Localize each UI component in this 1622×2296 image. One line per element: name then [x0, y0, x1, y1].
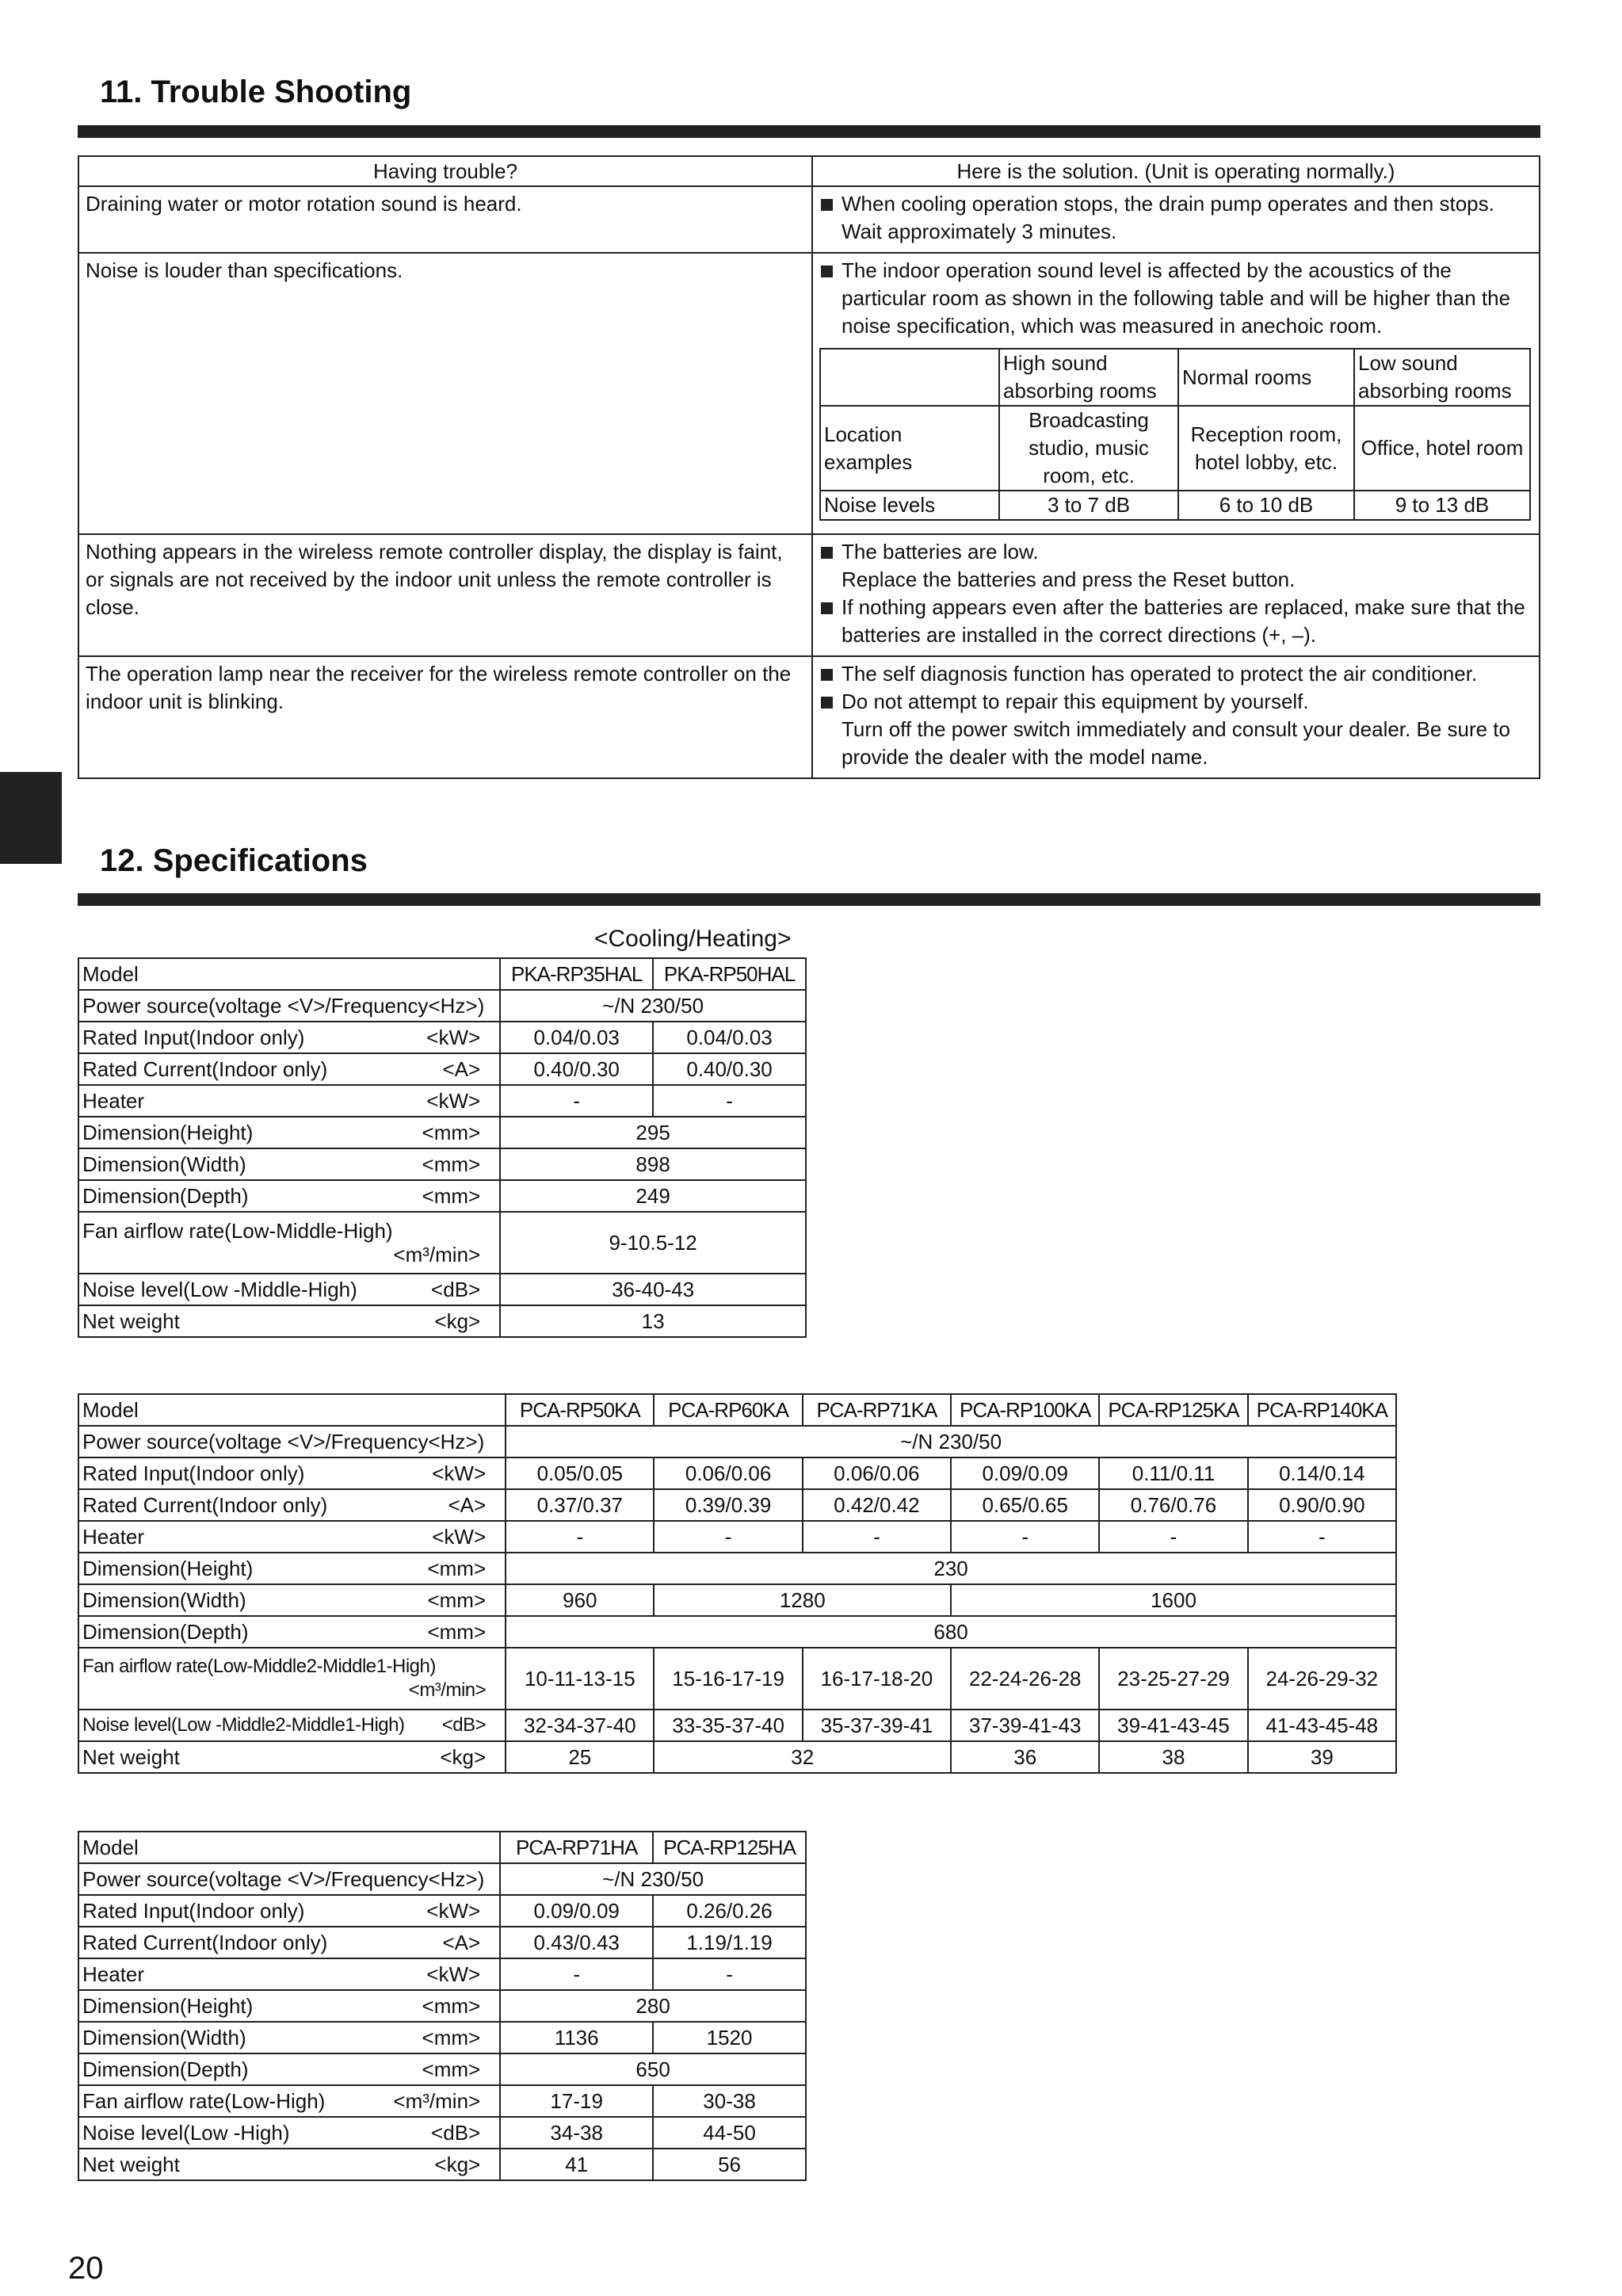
value-cell: 0.04/0.03 — [653, 1022, 806, 1053]
table-row — [78, 1489, 1396, 1521]
value-cell: 0.06/0.06 — [803, 1457, 951, 1489]
solution-cell — [812, 534, 1540, 656]
value-cell: 0.39/0.39 — [654, 1489, 802, 1521]
noise-header: High sound absorbing rooms — [999, 349, 1178, 406]
table-row — [78, 1895, 806, 1927]
spec-table-pka — [78, 957, 807, 1338]
table-header-row — [78, 156, 1540, 186]
unit-label: <mm> — [427, 1557, 487, 1580]
unit-label: <kW> — [426, 1026, 481, 1049]
unit-label: <dB> — [431, 1278, 481, 1301]
table-row — [78, 1053, 806, 1085]
table-row — [78, 1648, 1396, 1710]
value-cell: 9-10.5-12 — [500, 1212, 806, 1274]
noise-cell: 6 to 10 dB — [1178, 491, 1354, 520]
model-name: PCA-RP125HA — [653, 1832, 806, 1863]
value-cell: 0.09/0.09 — [500, 1895, 653, 1927]
trouble-cell: Nothing appears in the wireless remote controller display, the display is faint, or signals are not received by the indoor unit unless the remote controller is close. — [78, 534, 812, 656]
unit-label: <kW> — [432, 1461, 487, 1485]
row-label: Dimension(Depth) — [82, 1620, 249, 1644]
row-label: Rated Input(Indoor only) — [82, 1026, 305, 1049]
unit-label: <kg> — [440, 1745, 487, 1769]
table-row — [78, 1457, 1396, 1489]
table-row — [78, 1710, 1396, 1741]
row-label: Fan airflow rate(Low-High) — [82, 2089, 326, 2113]
value-cell: 36-40-43 — [500, 1274, 806, 1305]
value-cell: 32-34-37-40 — [506, 1710, 654, 1741]
row-label: Dimension(Width) — [82, 1588, 246, 1612]
unit-label: <m³/min> — [393, 1243, 481, 1266]
spec-table-pca-ha — [78, 1831, 807, 2181]
unit-label: <mm> — [422, 1184, 481, 1208]
table-row — [78, 2022, 806, 2053]
value-cell: 16-17-18-20 — [803, 1648, 951, 1710]
value-cell: - — [803, 1521, 951, 1553]
value-cell: 32 — [654, 1741, 951, 1773]
trouble-shooting-table — [78, 155, 1540, 779]
noise-row-label: Location examples — [820, 406, 999, 491]
solution-text: Do not attempt to repair this equipment by yourself. — [842, 690, 1309, 713]
model-name: PKA-RP35HAL — [500, 958, 653, 990]
value-cell: 30-38 — [653, 2085, 806, 2117]
table-row — [78, 1212, 806, 1274]
solution-text: Replace the batteries and press the Reset button. — [842, 567, 1296, 591]
row-label: Model — [78, 1394, 506, 1426]
value-cell: 34-38 — [500, 2117, 653, 2149]
noise-cell: Office, hotel room — [1354, 406, 1530, 491]
row-label: Rated Current(Indoor only) — [82, 1493, 328, 1517]
row-label: Power source(voltage <V>/Frequency<Hz>) — [78, 990, 500, 1022]
room-noise-table — [819, 348, 1531, 521]
value-cell: 24-26-29-32 — [1248, 1648, 1396, 1710]
value-cell: 0.76/0.76 — [1099, 1489, 1247, 1521]
table-row — [78, 1274, 806, 1305]
value-cell: 0.43/0.43 — [500, 1927, 653, 1958]
unit-label: <dB> — [431, 2121, 481, 2145]
value-cell: 0.37/0.37 — [506, 1489, 654, 1521]
table-row — [78, 1394, 1396, 1426]
table-row — [78, 958, 806, 990]
solution-cell — [812, 186, 1540, 253]
value-cell: - — [654, 1521, 802, 1553]
value-cell: 41 — [500, 2149, 653, 2180]
value-cell: - — [1099, 1521, 1247, 1553]
model-name: PCA-RP71HA — [500, 1832, 653, 1863]
value-cell: 10-11-13-15 — [506, 1648, 654, 1710]
trouble-cell: Draining water or motor rotation sound is heard. — [78, 186, 812, 253]
row-label: Fan airflow rate(Low-Middle-High) — [82, 1219, 393, 1243]
page-number: 20 — [68, 2251, 104, 2286]
unit-label: <A> — [442, 1931, 481, 1954]
value-cell: 23-25-27-29 — [1099, 1648, 1247, 1710]
noise-header: Low sound absorbing rooms — [1354, 349, 1530, 406]
value-cell: 41-43-45-48 — [1248, 1710, 1396, 1741]
table-row — [78, 2149, 806, 2180]
model-name: PCA-RP71KA — [803, 1394, 951, 1426]
unit-label: <kg> — [434, 2153, 481, 2176]
unit-label: <m³/min> — [393, 2089, 481, 2113]
table-row — [78, 1584, 1396, 1616]
value-cell: 0.04/0.03 — [500, 1022, 653, 1053]
value-cell: - — [1248, 1521, 1396, 1553]
row-label: Heater — [82, 1525, 145, 1549]
value-cell: 1.19/1.19 — [653, 1927, 806, 1958]
table-row — [78, 1148, 806, 1180]
row-label: Rated Input(Indoor only) — [82, 1899, 305, 1923]
row-label: Rated Current(Indoor only) — [82, 1931, 328, 1954]
row-label: Power source(voltage <V>/Frequency<Hz>) — [78, 1426, 506, 1457]
section-rule — [78, 893, 1540, 906]
value-cell: 0.65/0.65 — [951, 1489, 1099, 1521]
value-cell: 249 — [500, 1180, 806, 1212]
table-row — [78, 186, 1540, 253]
row-label: Net weight — [82, 1745, 180, 1769]
table-row — [78, 2053, 806, 2085]
table-row — [78, 1521, 1396, 1553]
solution-text: The indoor operation sound level is affected by the acoustics of the particular room as shown in the following table and will be higher than the noise specification, which was measured in anechoic room. — [819, 257, 1532, 340]
row-label: Net weight — [82, 1309, 180, 1333]
value-cell: 1600 — [951, 1584, 1396, 1616]
row-label: Model — [78, 1832, 500, 1863]
noise-cell: Reception room, hotel lobby, etc. — [1178, 406, 1354, 491]
value-cell: 680 — [506, 1616, 1396, 1648]
noise-row-label: Noise levels — [820, 491, 999, 520]
value-cell: 1280 — [654, 1584, 951, 1616]
unit-label: <m³/min> — [408, 1679, 487, 1701]
unit-label: <mm> — [422, 1152, 481, 1176]
unit-label: <kW> — [432, 1525, 487, 1549]
unit-label: <kW> — [426, 1899, 481, 1923]
row-label: Rated Current(Indoor only) — [82, 1057, 328, 1081]
table-row — [78, 1863, 806, 1895]
model-name: PKA-RP50HAL — [653, 958, 806, 990]
row-label: Dimension(Height) — [82, 1121, 254, 1144]
row-label: Net weight — [82, 2153, 180, 2176]
solution-text: The batteries are low. — [842, 540, 1039, 563]
table-row — [78, 2117, 806, 2149]
table-row — [78, 1022, 806, 1053]
row-label: Dimension(Depth) — [82, 2057, 249, 2081]
solution-text: If nothing appears even after the batteries are replaced, make sure that the batteries are installed in the correct directions (+, –). — [819, 594, 1532, 649]
solution-text: Turn off the power switch immediately and consult your dealer. Be sure to provide the dealer with the model name. — [842, 717, 1510, 769]
value-cell: 35-37-39-41 — [803, 1710, 951, 1741]
table-row — [78, 253, 1540, 534]
unit-label: <A> — [442, 1057, 481, 1081]
row-label: Heater — [82, 1089, 145, 1113]
unit-label: <A> — [448, 1493, 487, 1517]
value-cell: - — [653, 1958, 806, 1990]
table-row — [78, 1180, 806, 1212]
value-cell: 295 — [500, 1117, 806, 1148]
solution-text: The self diagnosis function has operated to protect the air conditioner. — [819, 660, 1532, 688]
row-label: Dimension(Width) — [82, 2026, 246, 2050]
unit-label: <mm> — [427, 1588, 487, 1612]
unit-label: <mm> — [422, 2057, 481, 2081]
value-cell: ~/N 230/50 — [500, 1863, 806, 1895]
row-label: Rated Input(Indoor only) — [82, 1461, 305, 1485]
value-cell: 0.05/0.05 — [506, 1457, 654, 1489]
value-cell: 39 — [1248, 1741, 1396, 1773]
table-row — [78, 1553, 1396, 1584]
value-cell: 13 — [500, 1305, 806, 1337]
row-label: Fan airflow rate(Low-Middle2-Middle1-High) — [82, 1656, 436, 1677]
table-row — [78, 1426, 1396, 1457]
value-cell: 33-35-37-40 — [654, 1710, 802, 1741]
row-label: Heater — [82, 1962, 145, 1986]
table-row — [78, 534, 1540, 656]
value-cell: 0.42/0.42 — [803, 1489, 951, 1521]
table-row — [78, 1741, 1396, 1773]
model-name: PCA-RP125KA — [1099, 1394, 1247, 1426]
row-label: Noise level(Low -Middle-High) — [82, 1278, 357, 1301]
value-cell: - — [500, 1085, 653, 1117]
value-cell: 38 — [1099, 1741, 1247, 1773]
value-cell: 0.40/0.30 — [500, 1053, 653, 1085]
row-label: Dimension(Height) — [82, 1994, 254, 2018]
value-cell: 960 — [506, 1584, 654, 1616]
solution-text: Wait approximately 3 minutes. — [842, 220, 1117, 243]
table-row — [78, 1958, 806, 1990]
table-row — [78, 990, 806, 1022]
header-having-trouble: Having trouble? — [78, 156, 812, 186]
table-row — [78, 1616, 1396, 1648]
unit-label: <kW> — [426, 1089, 481, 1113]
value-cell: 0.90/0.90 — [1248, 1489, 1396, 1521]
value-cell: 0.26/0.26 — [653, 1895, 806, 1927]
model-name: PCA-RP50KA — [506, 1394, 654, 1426]
value-cell: 37-39-41-43 — [951, 1710, 1099, 1741]
value-cell: 0.11/0.11 — [1099, 1457, 1247, 1489]
section-title-specifications: 12. Specifications — [100, 843, 368, 878]
value-cell: 0.09/0.09 — [951, 1457, 1099, 1489]
value-cell: 898 — [500, 1148, 806, 1180]
value-cell: 650 — [500, 2053, 806, 2085]
value-cell: - — [500, 1958, 653, 1990]
value-cell: 17-19 — [500, 2085, 653, 2117]
model-name: PCA-RP140KA — [1248, 1394, 1396, 1426]
row-label: Noise level(Low -High) — [82, 2121, 290, 2145]
value-cell: 44-50 — [653, 2117, 806, 2149]
row-label: Dimension(Width) — [82, 1152, 246, 1176]
unit-label: <mm> — [422, 1121, 481, 1144]
row-label: Power source(voltage <V>/Frequency<Hz>) — [78, 1863, 500, 1895]
value-cell: 39-41-43-45 — [1099, 1710, 1247, 1741]
trouble-cell: The operation lamp near the receiver for the wireless remote controller on the indoor unit is blinking. — [78, 656, 812, 778]
row-label: Dimension(Depth) — [82, 1184, 249, 1208]
value-cell: 230 — [506, 1553, 1396, 1584]
value-cell: ~/N 230/50 — [500, 990, 806, 1022]
model-name: PCA-RP100KA — [951, 1394, 1099, 1426]
value-cell: 0.40/0.30 — [653, 1053, 806, 1085]
unit-label: <kW> — [426, 1962, 481, 1986]
value-cell: 22-24-26-28 — [951, 1648, 1099, 1710]
row-label: Noise level(Low -Middle2-Middle1-High) — [82, 1714, 405, 1736]
unit-label: <mm> — [422, 1994, 481, 2018]
unit-label: <kg> — [434, 1309, 481, 1333]
noise-cell: 3 to 7 dB — [999, 491, 1178, 520]
noise-cell: Broadcasting studio, music room, etc. — [999, 406, 1178, 491]
noise-cell: 9 to 13 dB — [1354, 491, 1530, 520]
model-name: PCA-RP60KA — [654, 1394, 802, 1426]
value-cell: - — [506, 1521, 654, 1553]
value-cell: 280 — [500, 1990, 806, 2022]
unit-label: <mm> — [422, 2026, 481, 2050]
section-rule — [78, 125, 1540, 138]
noise-header: Normal rooms — [1178, 349, 1354, 406]
value-cell: - — [951, 1521, 1099, 1553]
row-label: Model — [78, 958, 500, 990]
spec-table-pca-ka — [78, 1393, 1397, 1774]
value-cell: ~/N 230/50 — [506, 1426, 1396, 1457]
solution-cell — [812, 656, 1540, 778]
table-row — [78, 1832, 806, 1863]
value-cell: 1520 — [653, 2022, 806, 2053]
table-row — [78, 2085, 806, 2117]
unit-label: <mm> — [427, 1620, 487, 1644]
table-row — [78, 1085, 806, 1117]
header-solution: Here is the solution. (Unit is operating normally.) — [812, 156, 1540, 186]
row-label: Dimension(Height) — [82, 1557, 254, 1580]
value-cell: 15-16-17-19 — [654, 1648, 802, 1710]
value-cell: 0.14/0.14 — [1248, 1457, 1396, 1489]
trouble-cell: Noise is louder than specifications. — [78, 253, 812, 534]
side-tab-marker — [0, 772, 62, 864]
value-cell: 0.06/0.06 — [654, 1457, 802, 1489]
unit-label: <dB> — [441, 1714, 487, 1736]
table-row — [78, 1927, 806, 1958]
solution-text: When cooling operation stops, the drain pump operates and then stops. — [842, 192, 1494, 216]
specs-subtitle: <Cooling/Heating> — [594, 926, 792, 952]
value-cell: 56 — [653, 2149, 806, 2180]
empty-cell — [820, 349, 999, 406]
table-row — [78, 656, 1540, 778]
solution-cell — [812, 253, 1540, 534]
value-cell: - — [653, 1085, 806, 1117]
table-row — [78, 1305, 806, 1337]
table-row — [78, 1117, 806, 1148]
section-title-trouble-shooting: 11. Trouble Shooting — [100, 74, 412, 109]
table-row — [78, 1990, 806, 2022]
value-cell: 1136 — [500, 2022, 653, 2053]
value-cell: 36 — [951, 1741, 1099, 1773]
value-cell: 25 — [506, 1741, 654, 1773]
